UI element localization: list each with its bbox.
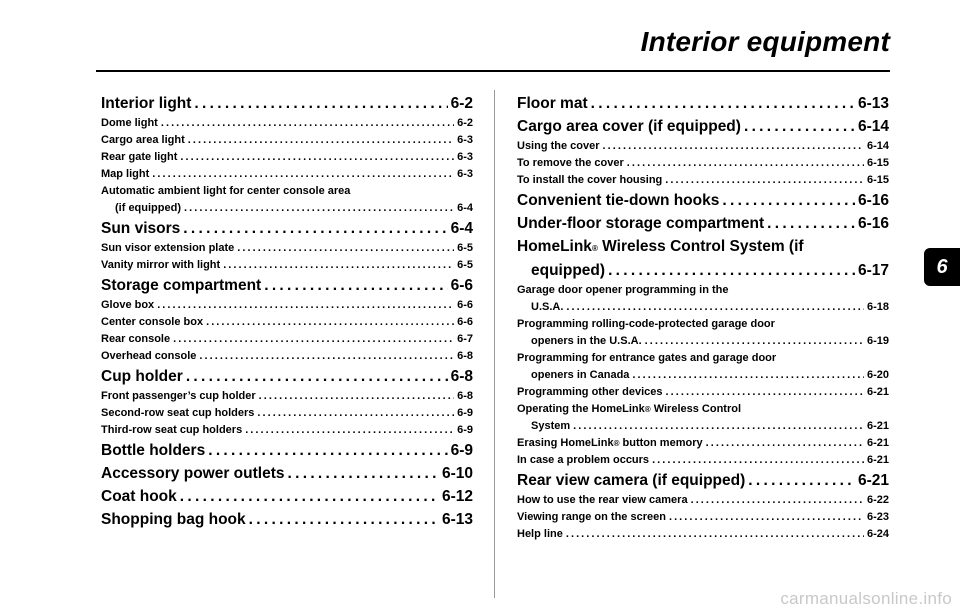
toc-entry-label-line2: (if equipped) [115, 202, 181, 214]
dot-leader [627, 155, 864, 172]
toc-subsection-entry[interactable] [101, 257, 473, 274]
toc-entry-label: Second-row seat cup holders [101, 407, 255, 419]
dot-leader [722, 190, 855, 212]
toc-page-number: 6-7 [457, 333, 473, 345]
toc-section-entry[interactable] [517, 213, 889, 235]
toc-entry-label-line2: U.S.A. [531, 301, 564, 313]
toc-entry-label-line2: openers in Canada [531, 369, 630, 381]
dot-leader [152, 166, 454, 183]
dot-leader [245, 422, 454, 439]
toc-subsection-entry[interactable] [517, 526, 889, 543]
toc-page-number: 6-13 [441, 511, 473, 528]
toc-entry-label: Viewing range on the screen [517, 511, 666, 523]
toc-entry-label: Using the cover [517, 140, 600, 152]
toc-subsection-entry[interactable] [517, 435, 889, 452]
dot-leader [591, 93, 855, 115]
toc-subsection-entry[interactable] [101, 149, 473, 166]
toc-section-entry[interactable] [517, 93, 889, 115]
toc-entry-label: Under-floor storage compartment [517, 215, 765, 232]
toc-page-number: 6-5 [457, 259, 473, 271]
toc-entry-label: Programming rolling-code-protected garage door [517, 318, 775, 330]
toc-entry-label: Storage compartment [101, 277, 262, 294]
toc-subsection-entry[interactable] [517, 316, 889, 350]
toc-page-number: 6-21 [866, 454, 889, 466]
dot-leader [161, 115, 454, 132]
toc-page-number: 6-5 [457, 242, 473, 254]
toc-page-number: 6-4 [450, 220, 473, 237]
toc-entry-label-continued: Wireless Control System (if [597, 238, 804, 255]
toc-entry-label: How to use the rear view camera [517, 494, 688, 506]
dot-leader [608, 260, 855, 282]
dot-leader [767, 213, 855, 235]
toc-page-number: 6-2 [457, 117, 473, 129]
toc-section-entry[interactable] [101, 440, 473, 462]
toc-subsection-entry[interactable] [101, 115, 473, 132]
toc-page-number: 6-8 [450, 368, 473, 385]
dot-leader [237, 240, 454, 257]
toc-entry-label: Coat hook [101, 488, 177, 505]
toc-entry-label: Overhead console [101, 350, 197, 362]
toc-page-number: 6-3 [457, 168, 473, 180]
toc-entry-label: Operating the HomeLink [517, 403, 645, 415]
toc-page-number: 6-14 [857, 118, 889, 135]
toc-page-number: 6-4 [457, 202, 473, 214]
toc-entry-label: In case a problem occurs [517, 454, 650, 466]
dot-leader [184, 200, 454, 217]
dot-leader [666, 384, 864, 401]
toc-page-number: 6-16 [857, 192, 889, 209]
dot-leader [208, 440, 447, 462]
toc-subsection-entry[interactable] [101, 388, 473, 405]
toc-subsection-entry[interactable] [517, 492, 889, 509]
toc-page-number: 6-15 [866, 157, 889, 169]
toc-section-entry[interactable] [517, 116, 889, 138]
toc-subsection-entry[interactable] [517, 138, 889, 155]
registered-mark: ® [613, 439, 620, 448]
toc-page-number: 6-22 [866, 494, 889, 506]
toc-page-number: 6-9 [457, 407, 473, 419]
toc-subsection-entry[interactable] [101, 132, 473, 149]
toc-page-number: 6-14 [866, 140, 889, 152]
toc-entry-label: To install the cover housing [517, 174, 663, 186]
dot-leader [573, 418, 864, 435]
toc-subsection-entry[interactable] [517, 401, 889, 435]
toc-page-number: 6-20 [866, 369, 889, 381]
toc-page-number: 6-8 [457, 350, 473, 362]
toc-section-entry[interactable] [101, 463, 473, 485]
toc-entry-label: Vanity mirror with light [101, 259, 221, 271]
toc-entry-label: Automatic ambient light for center console area [101, 185, 351, 197]
toc-page-number: 6-19 [866, 335, 889, 347]
toc-entry-label: Cup holder [101, 368, 183, 385]
toc-subsection-entry[interactable] [517, 155, 889, 172]
dot-leader [566, 526, 864, 543]
toc-entry-label-continued: button memory [619, 437, 703, 449]
dot-leader [665, 172, 864, 189]
toc-section-entry[interactable] [101, 486, 473, 508]
toc-page-number: 6-21 [866, 420, 889, 432]
toc-section-entry[interactable] [517, 236, 889, 282]
toc-subsection-entry[interactable] [101, 183, 473, 217]
dot-leader [206, 314, 454, 331]
toc-subsection-entry[interactable] [517, 350, 889, 384]
dot-leader [287, 463, 438, 485]
column-divider [494, 90, 495, 598]
toc-entry-label: Erasing HomeLink [517, 437, 614, 449]
dot-leader [566, 299, 864, 316]
toc-page-number: 6-12 [441, 488, 473, 505]
toc-section-entry[interactable] [101, 93, 473, 115]
toc-subsection-entry[interactable] [517, 172, 889, 189]
toc-entry-label: Rear gate light [101, 151, 178, 163]
toc-entry-label: Front passenger’s cup holder [101, 390, 256, 402]
toc-entry-label: HomeLink [517, 238, 592, 255]
toc-section-entry[interactable] [101, 275, 473, 297]
registered-mark: ® [644, 405, 651, 414]
dot-leader [157, 297, 454, 314]
toc-page-number: 6-15 [866, 174, 889, 186]
dot-leader [186, 366, 448, 388]
dot-leader [691, 492, 864, 509]
toc-page-number: 6-3 [457, 134, 473, 146]
toc-entry-label-continued: Wireless Control [650, 403, 742, 415]
toc-entry-label: Bottle holders [101, 442, 206, 459]
toc-entry-label: Glove box [101, 299, 155, 311]
toc-subsection-entry[interactable] [517, 452, 889, 469]
toc-entry-label: Third-row seat cup holders [101, 424, 243, 436]
toc-entry-label: Center console box [101, 316, 204, 328]
toc-page-number: 6-10 [441, 465, 473, 482]
toc-entry-label: Programming for entrance gates and garage door [517, 352, 777, 364]
toc-page-number: 6-21 [866, 437, 889, 449]
toc-subsection-entry[interactable] [101, 405, 473, 422]
toc-page-number: 6-3 [457, 151, 473, 163]
toc-right-column [517, 92, 889, 543]
toc-page-number: 6-6 [450, 277, 473, 294]
toc-entry-label: Dome light [101, 117, 158, 129]
toc-page-number: 6-18 [866, 301, 889, 313]
dot-leader [180, 149, 454, 166]
toc-entry-label-line2: System [531, 420, 571, 432]
dot-leader [603, 138, 864, 155]
toc-page-number: 6-17 [857, 262, 889, 279]
toc-entry-label: Shopping bag hook [101, 511, 246, 528]
dot-leader [645, 333, 864, 350]
toc-page-number: 6-16 [857, 215, 889, 232]
toc-section-entry[interactable] [517, 470, 889, 492]
dot-leader [199, 348, 454, 365]
dot-leader [180, 486, 439, 508]
toc-subsection-entry[interactable] [101, 314, 473, 331]
toc-section-entry[interactable] [101, 366, 473, 388]
toc-subsection-entry[interactable] [101, 297, 473, 314]
toc-entry-label: Interior light [101, 95, 192, 112]
toc-entry-label: Programming other devices [517, 386, 663, 398]
dot-leader [249, 509, 439, 531]
toc-page-number: 6-6 [457, 299, 473, 311]
toc-entry-label: Floor mat [517, 95, 588, 112]
toc-entry-label: Rear view camera (if equipped) [517, 472, 746, 489]
toc-left-column [101, 92, 473, 531]
dot-leader [188, 132, 454, 149]
toc-subsection-entry[interactable] [517, 509, 889, 526]
toc-entry-label-line2: equipped) [531, 262, 606, 279]
toc-page-number: 6-9 [457, 424, 473, 436]
chapter-tab-marker[interactable]: 6 [924, 248, 960, 286]
dot-leader [223, 257, 454, 274]
toc-subsection-entry[interactable] [517, 282, 889, 316]
toc-subsection-entry[interactable] [101, 166, 473, 183]
dot-leader [173, 331, 454, 348]
dot-leader [669, 509, 864, 526]
dot-leader [257, 405, 454, 422]
toc-section-entry[interactable] [517, 190, 889, 212]
dot-leader [706, 435, 864, 452]
toc-entry-label: Cargo area cover (if equipped) [517, 118, 741, 135]
dot-leader [748, 470, 855, 492]
dot-leader [183, 218, 447, 240]
dot-leader [632, 367, 864, 384]
toc-page-number: 6-24 [866, 528, 889, 540]
toc-entry-label: Sun visors [101, 220, 181, 237]
toc-page-number: 6-21 [857, 472, 889, 489]
toc-subsection-entry[interactable] [101, 348, 473, 365]
toc-entry-label: Garage door opener programming in the [517, 284, 729, 296]
toc-entry-label: To remove the cover [517, 157, 624, 169]
toc-subsection-entry[interactable] [101, 240, 473, 257]
toc-page-number: 6-8 [457, 390, 473, 402]
toc-page-number: 6-9 [450, 442, 473, 459]
title-rule [96, 70, 890, 72]
toc-entry-label: Map light [101, 168, 150, 180]
toc-subsection-entry[interactable] [101, 422, 473, 439]
registered-mark: ® [591, 244, 598, 253]
toc-entry-label: Cargo area light [101, 134, 185, 146]
toc-subsection-entry[interactable] [517, 384, 889, 401]
toc-entry-label: Sun visor extension plate [101, 242, 235, 254]
watermark: carmanualsonline.info [780, 589, 952, 608]
toc-page-number: 6-2 [450, 95, 473, 112]
toc-subsection-entry[interactable] [101, 331, 473, 348]
toc-entry-label: Accessory power outlets [101, 465, 285, 482]
toc-entry-label: Help line [517, 528, 563, 540]
dot-leader [264, 275, 447, 297]
toc-page-number: 6-21 [866, 386, 889, 398]
toc-section-entry[interactable] [101, 509, 473, 531]
toc-section-entry[interactable] [101, 218, 473, 240]
toc-entry-label-line2: openers in the U.S.A. [531, 335, 642, 347]
toc-entry-label: Convenient tie-down hooks [517, 192, 720, 209]
toc-entry-label: Rear console [101, 333, 171, 345]
dot-leader [744, 116, 855, 138]
chapter-title: Interior equipment [640, 26, 890, 57]
toc-page-number: 6-13 [857, 95, 889, 112]
dot-leader [652, 452, 864, 469]
toc-page-number: 6-6 [457, 316, 473, 328]
dot-leader [194, 93, 447, 115]
toc-page-number: 6-23 [866, 511, 889, 523]
dot-leader [259, 388, 454, 405]
